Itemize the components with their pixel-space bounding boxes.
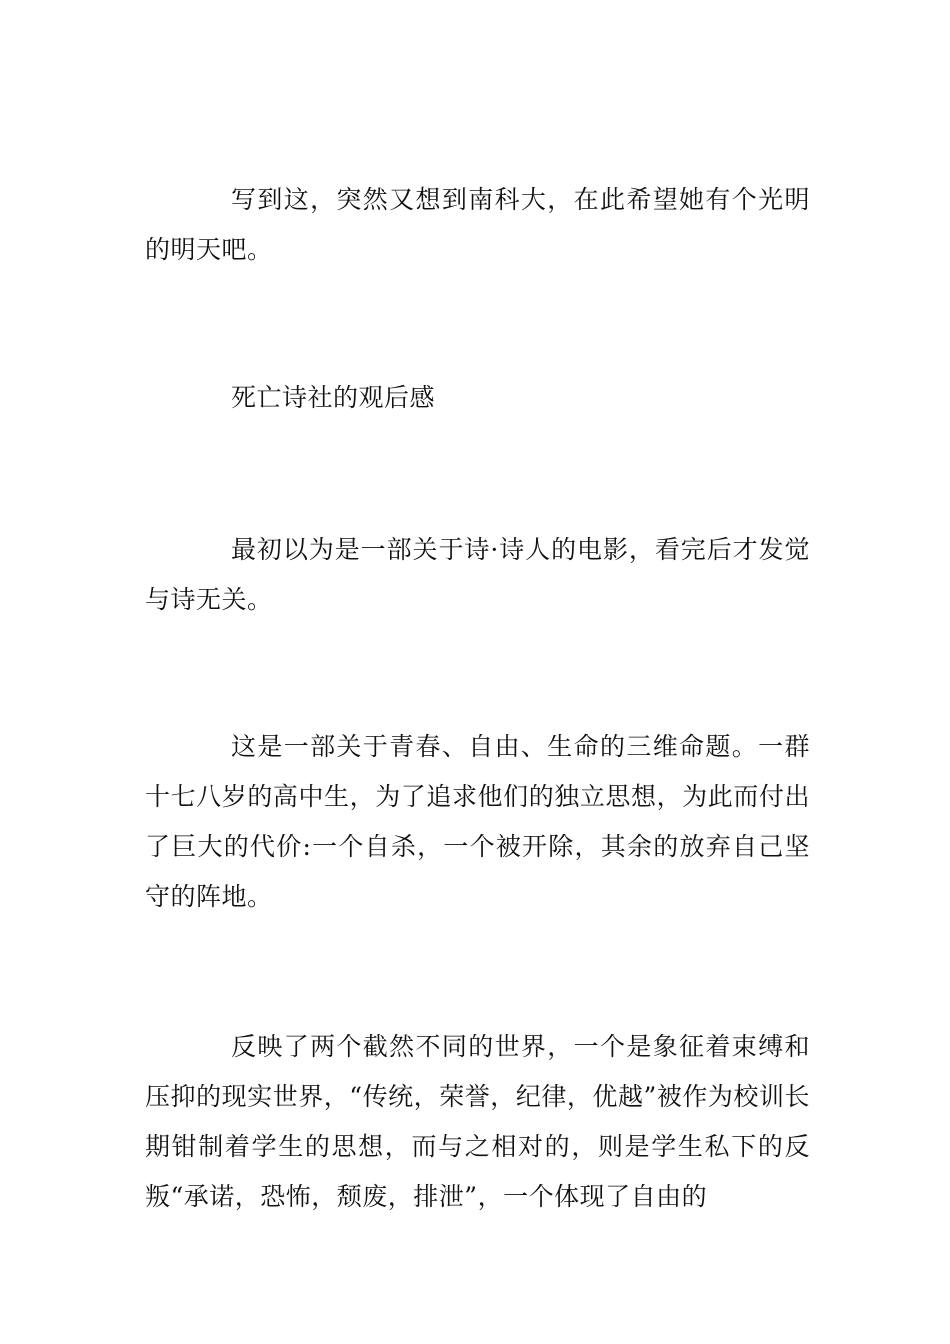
paragraph-closing-wish: 写到这，突然又想到南科大，在此希望她有个光明的明天吧。 [145,185,810,264]
section-title: 死亡诗社的观后感 [231,383,436,412]
paragraph-theme: 这是一部关于青春、自由、生命的三维命题。一群十七八岁的高中生，为了追求他们的独立思想，为此而付出了巨大的代价:一个自杀，一个被开除，其余的放弃自己坚守的阵地。 [145,732,810,911]
paragraph-two-worlds: 反映了两个截然不同的世界，一个是象征着束缚和压抑的现实世界，“传统，荣誉，纪律，优越”被作为校训长期钳制着学生的思想，而与之相对的，则是学生私下的反叛“承诺，恐怖，颓废，排泄”，一个体现了自由的 [145,1032,810,1211]
paragraph-intro: 最初以为是一部关于诗·诗人的电影，看完后才发觉与诗无关。 [145,535,810,614]
